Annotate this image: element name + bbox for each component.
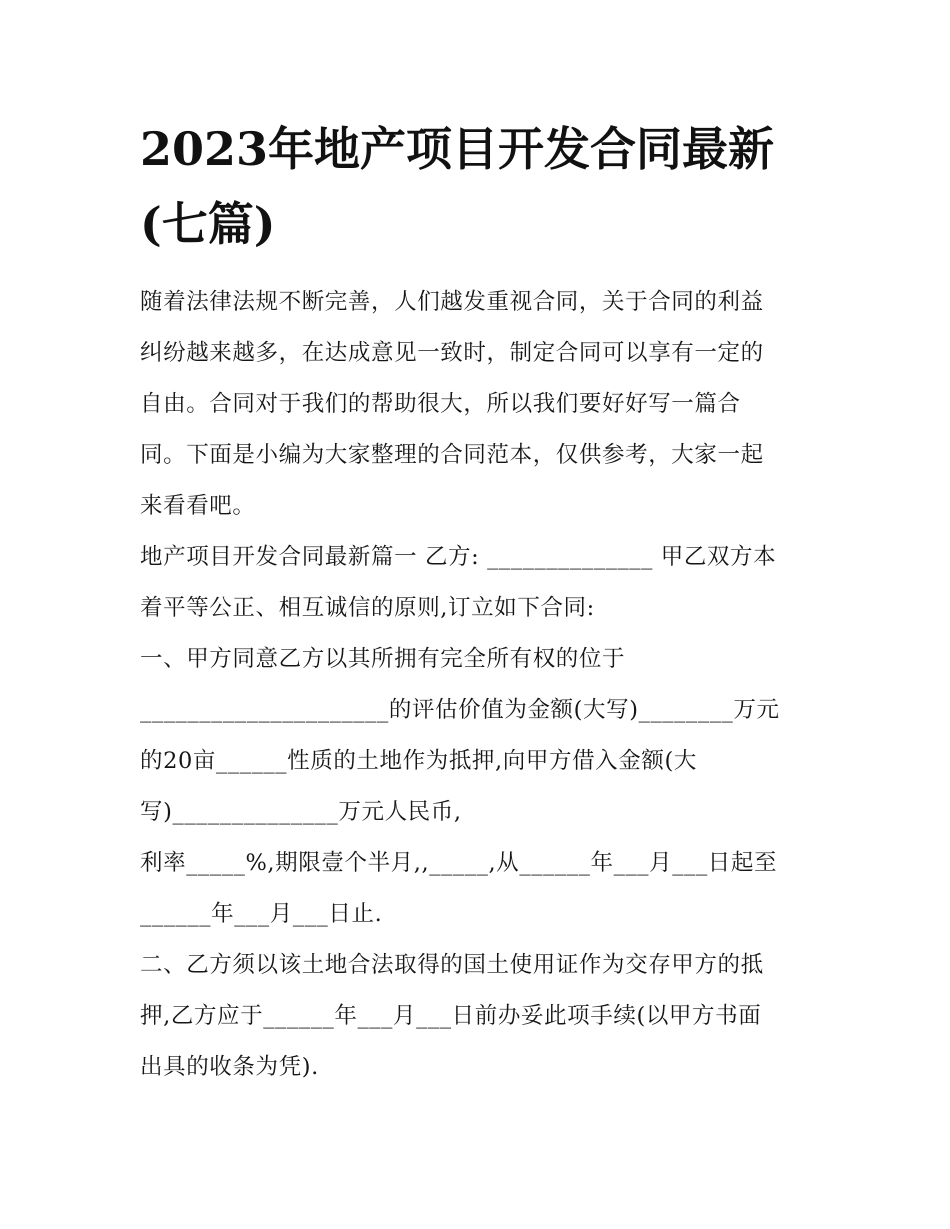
text-line: 地产项目开发合同最新篇一 乙方: ______________ 甲乙双方本 <box>140 544 777 570</box>
text-line: 随着法律法规不断完善，人们越发重视合同，关于合同的利益 <box>140 289 764 315</box>
text-line: 二、乙方须以该土地合法取得的国土使用证作为交存甲方的抵 <box>140 952 764 978</box>
text-line: _____________________的评估价值为金额(大写)________万元 <box>140 697 780 723</box>
title-line: 2023年地产项目开发合同最新 <box>140 122 775 176</box>
text-line: 写)______________万元人民币, <box>140 799 462 825</box>
text-line: 自由。合同对于我们的帮助很大，所以我们要好好写一篇合 <box>140 391 741 417</box>
text-line: 着平等公正、相互诚信的原则,订立如下合同: <box>140 595 595 621</box>
text-line: 纠纷越来越多，在达成意见一致时，制定合同可以享有一定的 <box>140 340 764 366</box>
section-one-paragraph <box>140 532 812 634</box>
text-line: 一、甲方同意乙方以其所拥有完全所有权的位于 <box>140 646 626 672</box>
text-line: 的20亩______性质的土地作为抵押,向甲方借入金额(大 <box>140 748 697 774</box>
text-line: 来看看吧。 <box>140 493 256 519</box>
document-body <box>140 277 812 1093</box>
clause-one-paragraph <box>140 634 812 940</box>
text-line: 押,乙方应于______年___月___日前办妥此项手续(以甲方书面 <box>140 1003 762 1029</box>
text-line: 同。下面是小编为大家整理的合同范本，仅供参考，大家一起 <box>140 442 764 468</box>
text-line: 利率_____%,期限壹个半月,,_____,从______年___月___日起至 <box>140 850 778 876</box>
title-line: (七篇) <box>140 197 276 251</box>
intro-paragraph <box>140 277 812 532</box>
text-line: ______年___月___日止. <box>140 901 383 927</box>
document-title <box>140 112 820 262</box>
text-line: 出具的收条为凭). <box>140 1054 319 1080</box>
clause-two-paragraph <box>140 940 812 1093</box>
